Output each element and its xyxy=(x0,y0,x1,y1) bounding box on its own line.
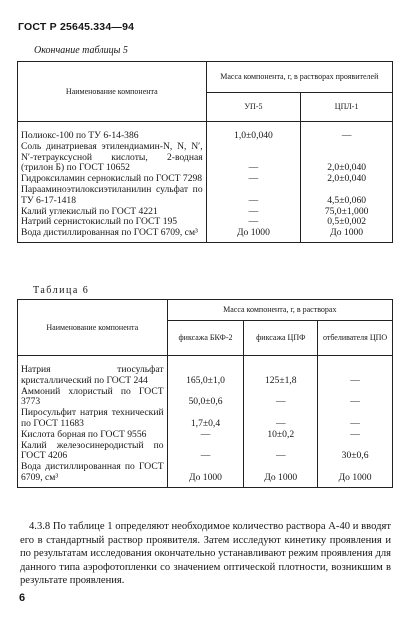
table6-caption: Таблица 6 xyxy=(33,285,90,296)
page-number: 6 xyxy=(19,592,26,604)
row-value-1: — xyxy=(206,174,301,185)
row-value-1: До 1000 xyxy=(206,228,301,242)
row-value-2: — xyxy=(301,122,393,142)
row-name: Гидроксиламин сернокислый по ГОСТ 7298 xyxy=(18,174,207,185)
table-row xyxy=(18,430,393,441)
row-value-2: До 1000 xyxy=(244,462,318,487)
row-name: Соль динатриевая этилендиамин-N, N, N′, N′-тетрауксусной кислоты, 2-водная (трилон Б) по ГОСТ 10652 xyxy=(18,142,207,174)
table5-header-col1: УП-5 xyxy=(206,93,301,122)
row-value-1: 50,0±0,6 xyxy=(167,387,244,409)
body-paragraph xyxy=(20,520,391,588)
table6 xyxy=(17,299,393,488)
row-value-1: — xyxy=(167,430,244,441)
row-value-3: — xyxy=(318,387,393,409)
row-value-2: 125±1,8 xyxy=(244,356,318,387)
row-name: Пиросульфит натрия технический по ГОСТ 11683 xyxy=(18,408,168,430)
row-value-1: — xyxy=(206,142,301,174)
row-name: Калий углекислый по ГОСТ 4221 xyxy=(18,207,207,218)
row-value-3: — xyxy=(318,408,393,430)
table-row xyxy=(18,185,393,207)
table6-header-name: Наименование компонента xyxy=(18,300,168,356)
row-name: Кислота борная по ГОСТ 9556 xyxy=(18,430,168,441)
table6-header-col3: отбеливателя ЦПО xyxy=(318,321,393,356)
row-value-1: — xyxy=(206,207,301,218)
table5-body xyxy=(18,122,393,243)
row-value-3: 30±0,6 xyxy=(318,441,393,463)
row-name: Полиокс-100 по ТУ 6-14-386 xyxy=(18,122,207,142)
table-row xyxy=(18,228,393,242)
row-value-2: — xyxy=(244,441,318,463)
table6-header-col1: фиксажа БКФ-2 xyxy=(167,321,244,356)
table5 xyxy=(17,61,393,243)
table-row xyxy=(18,142,393,174)
row-name: Натрий сернистокислый по ГОСТ 195 xyxy=(18,217,207,228)
document-header: ГОСТ Р 25645.334—94 xyxy=(18,21,135,33)
table5-caption: Окончание таблицы 5 xyxy=(34,45,128,56)
row-value-1: 1,7±0,4 xyxy=(167,408,244,430)
table6-header-col2: фиксажа ЦПФ xyxy=(244,321,318,356)
row-name: Натрия тиосульфат кристаллический по ГОСТ 244 xyxy=(18,356,168,387)
table6-header-group: Масса компонента, г, в растворах xyxy=(167,300,392,321)
table-row xyxy=(18,462,393,487)
row-value-2: 75,0±1,000 xyxy=(301,207,393,218)
row-value-2: — xyxy=(244,387,318,409)
row-value-1: — xyxy=(206,185,301,207)
row-name: Вода дистиллированная по ГОСТ 6709, см³ xyxy=(18,462,168,487)
row-value-3: — xyxy=(318,430,393,441)
row-value-1: 1,0±0,040 xyxy=(206,122,301,142)
row-value-3: — xyxy=(318,356,393,387)
row-value-2: 2,0±0,040 xyxy=(301,174,393,185)
row-value-2: 4,5±0,060 xyxy=(301,185,393,207)
row-name: Вода дистиллированная по ГОСТ 6709, см³ xyxy=(18,228,207,242)
table-row xyxy=(18,356,393,387)
table6-body xyxy=(18,356,393,488)
table-row xyxy=(18,122,393,142)
row-name: Аммоний хлористый по ГОСТ 3773 xyxy=(18,387,168,409)
table5-header-col2: ЦПЛ-1 xyxy=(301,93,393,122)
table5-header-group: Масса компонента, г, в растворах проявителей xyxy=(206,62,392,93)
row-value-2: До 1000 xyxy=(301,228,393,242)
row-value-2: 10±0,2 xyxy=(244,430,318,441)
row-value-1: До 1000 xyxy=(167,462,244,487)
row-name: Калий железосинеродистый по ГОСТ 4206 xyxy=(18,441,168,463)
row-value-2: 0,5±0,002 xyxy=(301,217,393,228)
table5-header-name: Наименование компонента xyxy=(18,62,207,122)
table-row xyxy=(18,441,393,463)
row-value-1: — xyxy=(206,217,301,228)
paragraph-text: 4.3.8 По таблице 1 определяют необходимое количество раствора А-40 и вводят его в стандартный раствор проявителя. Затем исследуют кинетику проявления и по результатам исследования окончательно устанавливают режим проявления для данного типа аэрофотопленки со значением оптической плотности, возникшим в результате проявления. xyxy=(20,521,391,587)
row-value-1: — xyxy=(167,441,244,463)
row-value-3: До 1000 xyxy=(318,462,393,487)
row-value-2: 2,0±0,040 xyxy=(301,142,393,174)
table-row xyxy=(18,387,393,409)
row-value-2: — xyxy=(244,408,318,430)
row-value-1: 165,0±1,0 xyxy=(167,356,244,387)
table-row xyxy=(18,408,393,430)
row-name: Парааминоэтилоксиэтиланилин сульфат по ТУ 6-17-1418 xyxy=(18,185,207,207)
